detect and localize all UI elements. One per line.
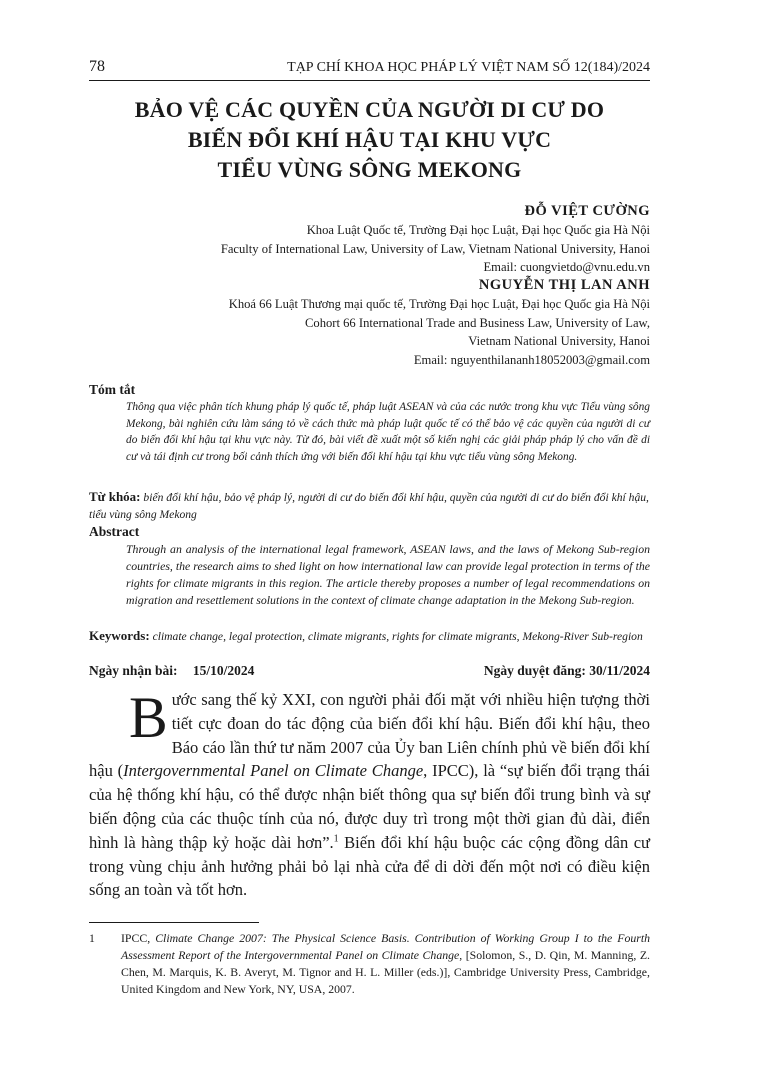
title-line-3: TIỂU VÙNG SÔNG MEKONG xyxy=(217,157,522,182)
summary-vi-heading: Tóm tắt xyxy=(89,382,136,397)
author-2-affiliation-en-1: Cohort 66 International Trade and Business Law, University of Law, xyxy=(305,315,650,330)
author-1-affiliation-vi: Khoa Luật Quốc tế, Trường Đại học Luật, Đại học Quốc gia Hà Nội xyxy=(306,223,650,237)
author-1-email: Email: cuongvietdo@vnu.edu.vn xyxy=(483,260,650,274)
footnote-number: 1 xyxy=(89,931,95,945)
author-1-affiliation-en: Faculty of International Law, University of Law, Vietnam National University, Hanoi xyxy=(220,241,650,256)
footnote-1 xyxy=(89,930,650,998)
footnote-lead: IPCC, xyxy=(121,931,156,945)
drop-cap: B xyxy=(129,685,168,750)
title-line-2: BIẾN ĐỔI KHÍ HẬU TẠI KHU VỰC xyxy=(187,127,552,152)
accepted-date xyxy=(484,662,650,680)
footnote-text xyxy=(121,930,650,998)
running-header xyxy=(89,58,650,80)
author-2-name: NGUYỄN THỊ LAN ANH xyxy=(478,277,650,293)
page-number: 78 xyxy=(89,58,105,75)
header-rule xyxy=(89,80,650,81)
summary-vi xyxy=(89,381,650,465)
keywords-en xyxy=(89,627,650,645)
accepted-label: Ngày duyệt đăng: xyxy=(483,663,586,678)
body-part-1: ước sang thế kỷ XXI, con người phải đối mặt với nhiều hiện tượng thời tiết cực đoan do tác động của biến đổi khí hậu. Biến đổi khí hậu, theo Báo cáo lần thứ tư năm 2007 của Ủy ban Liên chính phủ về biến đổi khí hậu ( xyxy=(89,690,650,781)
keywords-vi-label: Từ khóa: xyxy=(89,489,141,504)
body-part-2: , IPCC), là “sự biến đổi trạng thái của hệ thống khí hậu, có thể được nhận biết thông qua sự biến đổi trung bình và sự biến động của các thuộc tính của nó, được duy trì trong một thời gian đủ dài, điển hình là hàng thập kỷ hoặc dài hơn”. xyxy=(89,761,650,852)
author-2-email: Email: nguyenthilananh18052003@gmail.com xyxy=(413,352,650,367)
keywords-en-label: Keywords: xyxy=(89,628,150,643)
keywords-en-text: climate change, legal protection, climate migrants, rights for climate migrants, Mekong-River Sub-region xyxy=(152,630,643,643)
author-1 xyxy=(89,202,650,277)
author-2-affiliation-en-2: Vietnam National University, Hanoi xyxy=(468,334,650,348)
author-2 xyxy=(89,276,650,369)
received-date xyxy=(89,662,254,680)
footnote-rest: , [Solomon, S., D. Qin, M. Manning, Z. Chen, M. Marquis, K. B. Averyt, M. Tignor and H. L. Miller (eds.)], Cambridge University Press, Cambridge, United Kingdom and New York, NY, USA, 2007. xyxy=(121,948,650,996)
author-2-affiliation-vi: Khoá 66 Luật Thương mại quốc tế, Trường Đại học Luật, Đại học Quốc gia Hà Nội xyxy=(228,297,650,311)
received-value: 15/10/2024 xyxy=(192,663,255,678)
keywords-vi xyxy=(89,488,650,523)
summary-vi-text: Thông qua việc phân tích khung pháp lý quốc tế, pháp luật ASEAN và của các nước trong khu vực Tiểu vùng sông Mekong, bài nghiên cứu làm sáng tỏ về cách thức mà pháp luật quốc tế có thể bảo vệ các quyền của người di cư do biến đổi khí hậu tại khu vực này. Từ đó, bài viết đề xuất một số kiến nghị các giải pháp pháp lý cho vấn đề di cư và tái định cư trong bối cảnh thích ứng với biến đổi khí hậu tại khu vực tiểu vùng sông Mekong. xyxy=(126,401,650,463)
footnote-rule xyxy=(89,922,259,923)
journal-title: TẠP CHÍ KHOA HỌC PHÁP LÝ VIỆT NAM SỐ 12(184)/2024 xyxy=(287,60,650,75)
article-dates xyxy=(89,662,650,680)
abstract-en xyxy=(89,523,650,609)
accepted-value: 30/11/2024 xyxy=(589,663,650,678)
body-part-3: Biến đổi khí hậu buộc các cộng đồng dân cư trong vùng chịu ảnh hưởng phải bỏ lại nhà cửa để di dời đến một nơi có điều kiện sống an toàn và tốt hơn. xyxy=(89,832,650,900)
keywords-vi-text: biến đổi khí hậu, bảo vệ pháp lý, người di cư do biến đổi khí hậu, quyền của người di cư do biến đổi khí hậu, tiểu vùng sông Mekong xyxy=(89,491,649,521)
footnote-title: Climate Change 2007: The Physical Science Basis. Contribution of Working Group I to the Fourth Assessment Report of the Intergovernmental Panel on Climate Change xyxy=(121,931,651,962)
received-label: Ngày nhận bài: xyxy=(89,663,178,678)
body-ipcc-name: Intergovernmental Panel on Climate Change xyxy=(123,761,424,781)
article-title xyxy=(89,95,650,185)
abstract-heading: Abstract xyxy=(89,524,140,539)
footnote-ref[interactable]: 1 xyxy=(333,833,339,845)
body-paragraph xyxy=(89,685,650,902)
title-line-1: BẢO VỆ CÁC QUYỀN CỦA NGƯỜI DI CƯ DO xyxy=(134,97,605,122)
abstract-text: Through an analysis of the international legal framework, ASEAN laws, and the laws of Mekong Sub-region countries, the research aims to shed light on how international law can provide legal protection in terms of the rights for climate migrants in this region. The article thereby proposes a number of legal recommendations on migration and resettlement solutions in the context of climate change adaptation in the Mekong Sub-region. xyxy=(126,542,650,607)
author-1-name: ĐỖ VIỆT CƯỜNG xyxy=(524,203,650,219)
